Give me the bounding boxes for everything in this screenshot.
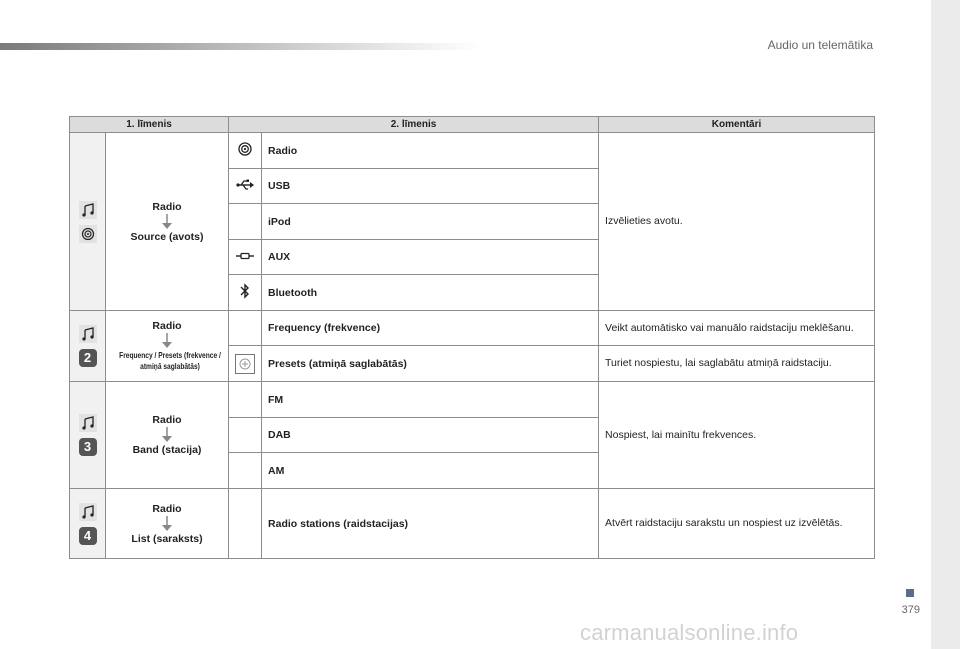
group1-level1 — [106, 133, 229, 311]
step-number-badge: 3 — [79, 438, 97, 456]
comment-cell: Nospiest, lai mainītu frekvences. — [599, 382, 875, 489]
aux-icon — [236, 252, 254, 260]
table-row — [70, 133, 875, 169]
step-number-badge: 2 — [79, 349, 97, 367]
music-note-icon — [79, 201, 97, 219]
comment-cell: Veikt automātisko vai manuālo raidstaciju meklēšanu. — [599, 311, 875, 346]
level2-icon-cell — [229, 346, 262, 382]
page-header-title: Audio un telemātika — [767, 38, 873, 52]
level2-icon-cell — [229, 240, 262, 275]
page-number: 379 — [901, 604, 920, 616]
level2-label: Radio stations (raidstacijas) — [262, 489, 599, 559]
level1-top-label: Radio — [152, 200, 182, 213]
level2-label: iPod — [262, 204, 599, 240]
level2-label: DAB — [262, 418, 599, 453]
level1-bottom-label: Source (avots) — [130, 230, 204, 243]
arrow-down-icon — [161, 214, 173, 230]
level1-top-label: Radio — [152, 320, 182, 332]
group3-icons — [70, 382, 106, 489]
music-note-icon — [79, 503, 97, 521]
level2-icon-cell — [229, 204, 262, 240]
arrow-down-icon — [161, 427, 173, 443]
level2-icon-cell — [229, 418, 262, 453]
comment-cell: Izvēlieties avotu. — [599, 133, 875, 311]
step-number-badge: 4 — [79, 527, 97, 545]
table-row — [70, 311, 875, 346]
arrow-down-icon — [161, 516, 173, 532]
group4-level1 — [106, 489, 229, 559]
level2-icon-cell — [229, 382, 262, 418]
radio-wave-icon — [79, 225, 97, 243]
table-row — [70, 489, 875, 559]
level1-bottom-label: List (saraksts) — [131, 532, 203, 545]
right-sidebar-strip — [931, 0, 960, 649]
level2-icon-cell — [229, 133, 262, 169]
level2-icon-cell — [229, 311, 262, 346]
group4-icons — [70, 489, 106, 559]
music-note-icon — [79, 325, 97, 343]
level2-icon-cell — [229, 275, 262, 311]
level1-top-label: Radio — [152, 502, 182, 515]
table-header-row — [70, 117, 875, 133]
level2-label: Frequency (frekvence) — [262, 311, 599, 346]
menu-table — [69, 116, 875, 559]
table-row — [70, 382, 875, 418]
level1-top-label: Radio — [152, 414, 182, 426]
watermark-text: carmanualsonline.info — [580, 620, 799, 645]
level2-label: Radio — [262, 133, 599, 169]
group2-icons — [70, 311, 106, 382]
header-level1: 1. līmenis — [70, 117, 229, 133]
bluetooth-icon — [240, 283, 250, 299]
level2-label: USB — [262, 169, 599, 204]
comment-cell: Turiet nospiestu, lai saglabātu atmiņā raidstaciju. — [599, 346, 875, 382]
page-marker — [906, 589, 914, 597]
group2-level1 — [106, 311, 229, 382]
level2-label: AUX — [262, 240, 599, 275]
music-note-icon — [79, 414, 97, 432]
top-decorative-bar — [0, 43, 480, 50]
level2-label: Bluetooth — [262, 275, 599, 311]
usb-icon — [236, 179, 254, 191]
level2-icon-cell — [229, 489, 262, 559]
comment-cell: Atvērt raidstaciju sarakstu un nospiest uz izvēlētās. — [599, 489, 875, 559]
header-level2: 2. līmenis — [229, 117, 599, 133]
radio-wave-icon — [237, 141, 253, 157]
header-comments: Komentāri — [599, 117, 875, 133]
level2-label: Presets (atmiņā saglabātās) — [262, 346, 599, 382]
level2-icon-cell — [229, 169, 262, 204]
group1-icons — [70, 133, 106, 311]
level1-bottom-label: Frequency / Presets (frekvence / atmiņā saglabātās) — [119, 350, 221, 371]
level2-label: AM — [262, 453, 599, 489]
preset-add-icon — [235, 354, 255, 374]
level2-icon-cell — [229, 453, 262, 489]
arrow-down-icon — [161, 333, 173, 349]
level2-label: FM — [262, 382, 599, 418]
level1-bottom-label: Band (stacija) — [132, 444, 202, 456]
group3-level1 — [106, 382, 229, 489]
